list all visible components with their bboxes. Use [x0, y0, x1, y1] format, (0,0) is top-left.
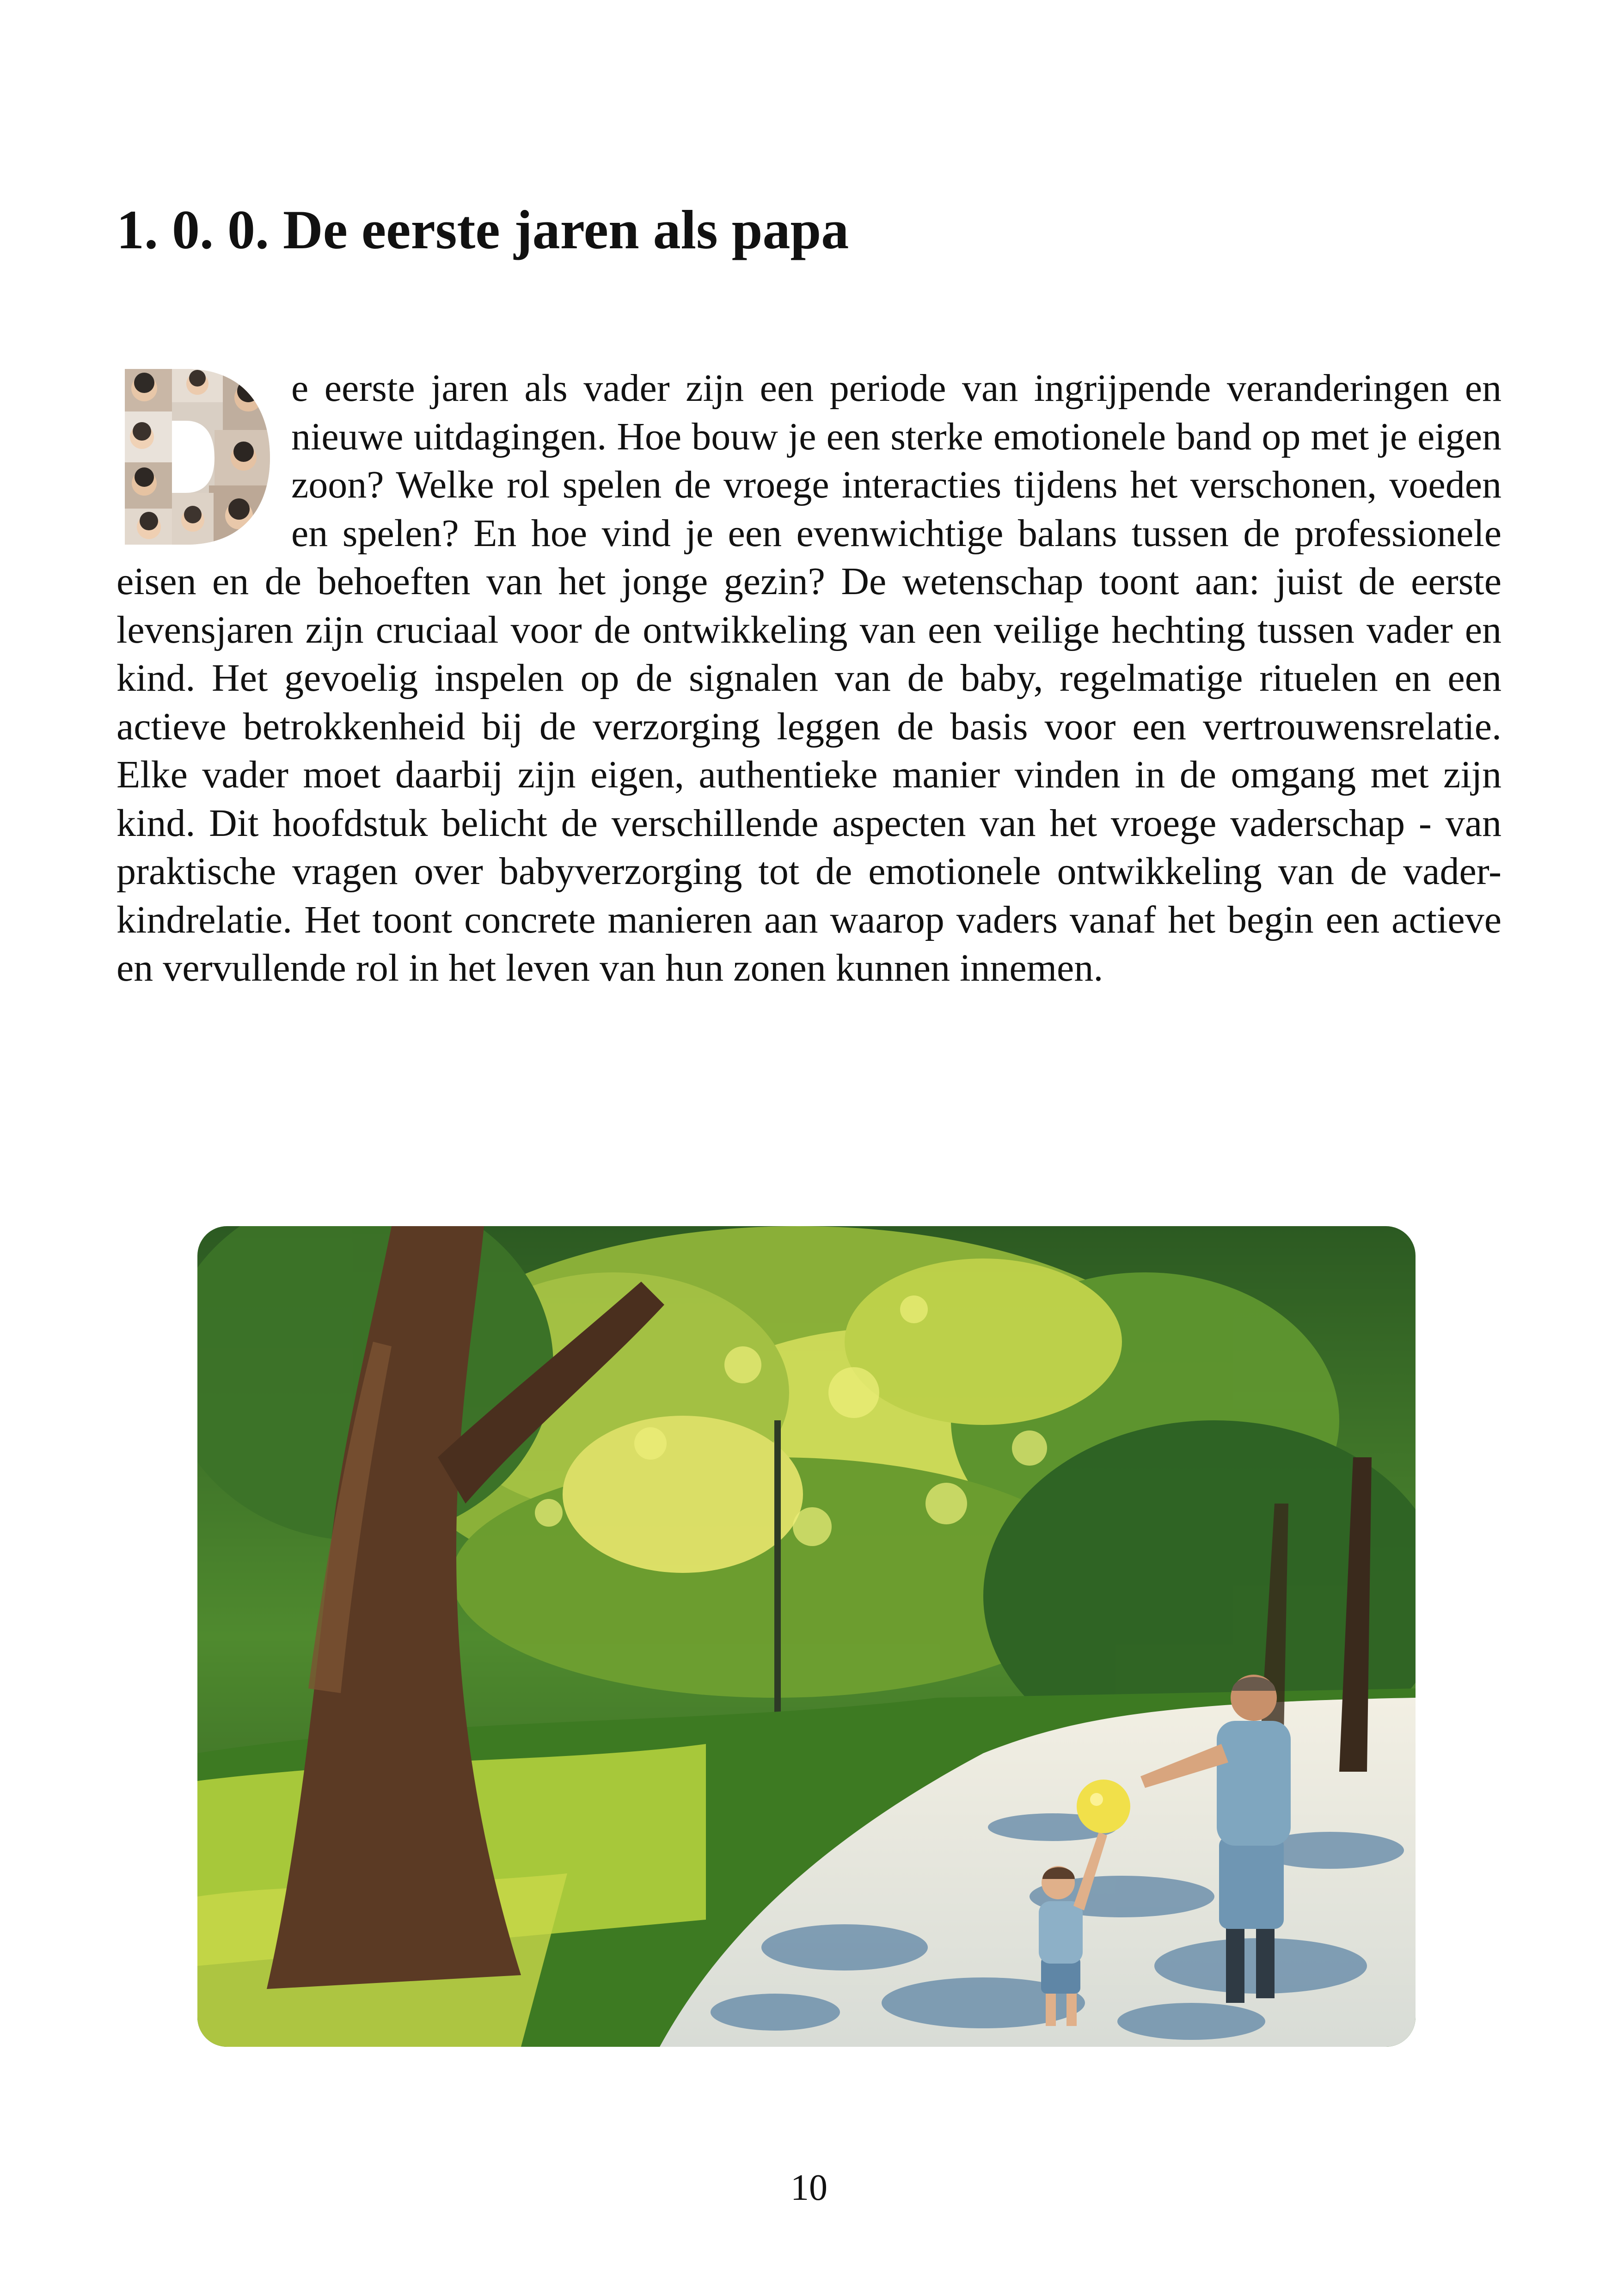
park-path-father-son-image [197, 1226, 1416, 2047]
park-illustration [197, 1226, 1416, 2047]
page-number: 10 [791, 2167, 827, 2208]
dropcap-photo-collage-icon [116, 365, 274, 548]
section-heading: 1. 0. 0. De eerste jaren als papa [116, 199, 849, 260]
balloon [1077, 1780, 1130, 1833]
body-text: e eerste jaren als vader zijn een periode van ingrijpende veranderingen en nieuwe uitdagingen. Hoe bouw je een sterke emotionele band op met je eigen zoon? Welke rol spelen de vroege interacties tijdens het verschonen, voeden en spelen? En hoe vind je een evenwichtige balans tussen de professionele eisen en de behoeften van het jonge gezin? De wetenschap toont aan: juist de eerste levensjaren zijn cruciaal voor de ontwikkeling van een veilige hechting tussen vader en kind. Het gevoelig inspelen op de signalen van de baby, regelmatige rituelen en een actieve betrokkenheid bij de verzorging leggen de basis voor een vertrouwensrelatie. Elke vader moet daarbij zijn eigen, authentieke manier vinden in de omgang met zijn kind. Dit hoofdstuk belicht de verschillende aspecten van het vroege vaderschap - van praktische vragen over babyverzorging tot de emotionele ontwikkeling van de vader-kindrelatie. Het toont concrete manieren aan waarop vaders vanaf het begin een actieve en vervullende rol in het leven van hun zonen kunnen innemen. [116, 367, 1502, 989]
body-paragraph [116, 364, 1502, 993]
dropcap-letter-d [116, 365, 274, 548]
